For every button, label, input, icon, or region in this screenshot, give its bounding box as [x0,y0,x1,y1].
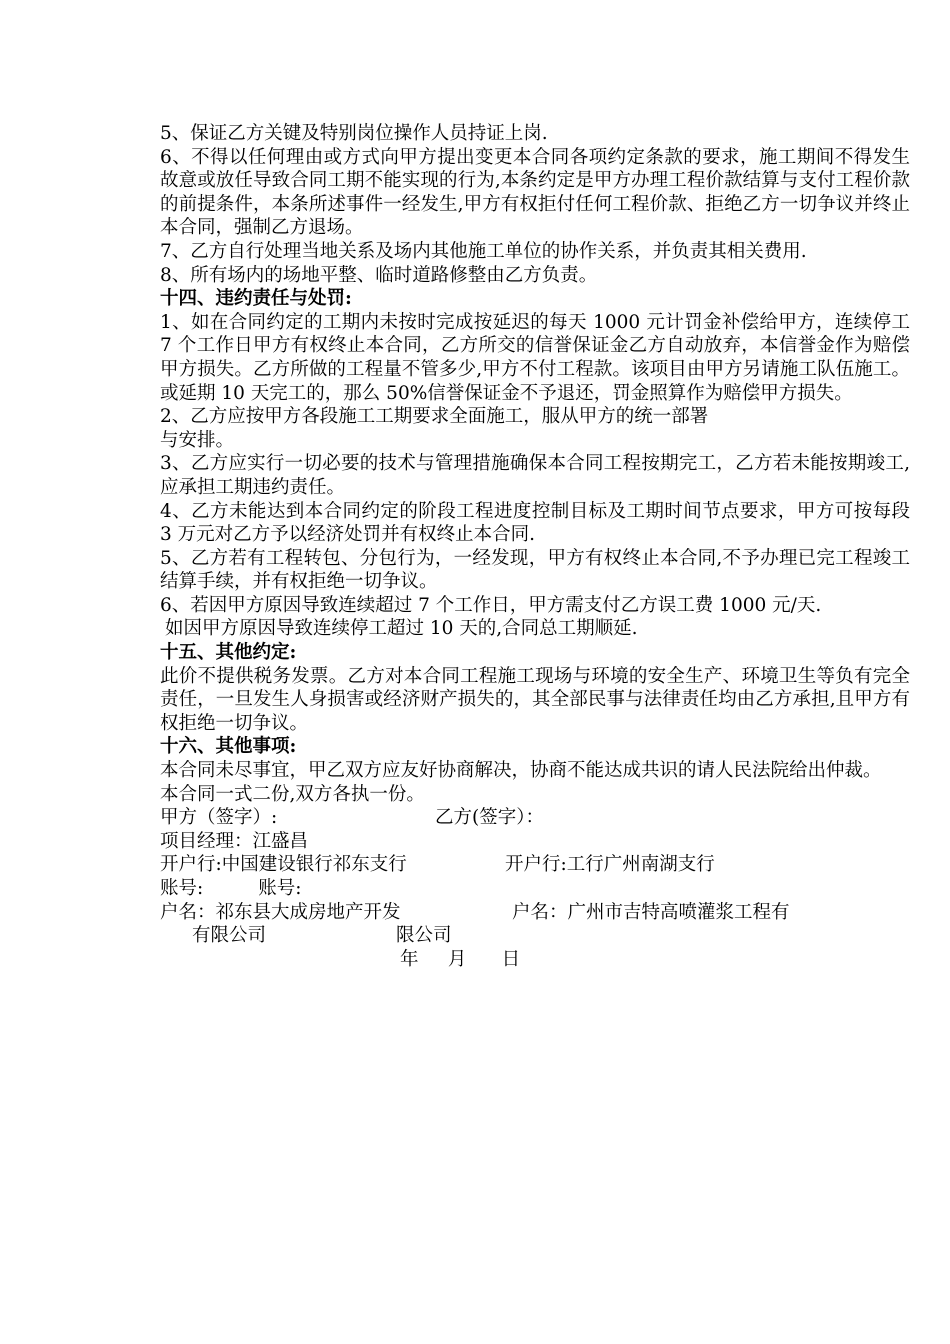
party-a-bank: 开户行:中国建设银行祁东支行 [160,854,407,876]
party-b-account-name-cont: 限公司 [396,925,452,947]
clause-14-1: 1、如在合同约定的工期内未按时完成按延迟的每天 1000 元计罚金补偿给甲方，连续停工 7 个工作日甲方有权终止本合同，乙方所交的信誉保证金乙方自动放弃，本信誉金作为赔偿甲方损失。乙方所做的工程量不管多少,甲方不付工程款。该项目由甲方另请施工队伍施工。或延期 10 天完工的，那么 50%信誉保证金不予退还，罚金照算作为赔偿甲方损失。 [160,311,910,404]
clause-13-8: 8、所有场内的场地平整、临时道路修整由乙方负责。 [160,264,598,286]
clause-13-7: 7、乙方自行处理当地关系及场内其他施工单位的协作关系，并负责其相关费用. [160,240,807,262]
party-a-signature-label: 甲方（签字）: [160,807,278,829]
clause-14-5: 5、乙方若有工程转包、分包行为，一经发现，甲方有权终止本合同,不予办理已完工程竣工结算手续，并有权拒绝一切争议。 [160,547,910,593]
clause-14-6-extension: 如因甲方原因导致连续停工超过 10 天的,合同总工期顺延. [165,618,638,640]
party-a-account-name: 户名：祁东县大成房地产开发 [160,901,401,923]
contract-page [160,122,910,971]
copies-statement: 本合同一式二份,双方各执一份。 [160,783,425,805]
clause-14-3: 3、乙方应实行一切必要的技术与管理措施确保本合同工程按期完工，乙方若未能按期竣工,应承担工期违约责任。 [160,453,910,498]
account-row [160,877,910,901]
party-b-account-name: 户名：广州市吉特高喷灌浆工程有 [512,901,790,923]
bank-row [160,853,910,877]
date-line: 年 月 日 [400,948,521,970]
account-name-row-2 [160,924,910,948]
clause-13-6: 6、不得以任何理由或方式向甲方提出变更本合同各项约定条款的要求，施工期间不得发生故意或放任导致合同工期不能实现的行为,本条约定是甲方办理工程价款结算与支付工程价款的前提条件，本条所述事件一经发生,甲方有权拒付任何工程价款、拒绝乙方一切争议并终止本合同，强制乙方退场。 [160,146,910,239]
clause-14-2: 2、乙方应按甲方各段施工工期要求全面施工，服从甲方的统一部署 [160,406,709,428]
party-b-signature-label: 乙方(签字）： [435,807,544,829]
account-name-row [160,901,910,925]
clause-15-body: 此价不提供税务发票。乙方对本合同工程施工现场与环境的安全生产、环境卫生等负有完全责任，一旦发生人身损害或经济财产损失的，其全部民事与法律责任均由乙方承担,且甲方有权拒绝一切争议。 [160,665,910,734]
party-a-account-name-cont: 有限公司 [192,925,267,947]
clause-14-4: 4、乙方未能达到本合同约定的阶段工程进度控制目标及工期时间节点要求，甲方可按每段 3 万元对乙方予以经济处罚并有权终止本合同. [160,500,910,546]
section-15-heading: 十五、其他约定: [160,642,297,664]
clause-14-2-cont: 与安排。 [160,429,235,451]
section-16-heading: 十六、其他事项: [160,736,297,758]
project-manager: 项目经理：江盛昌 [160,830,309,852]
party-b-bank: 开户行:工行广州南湖支行 [505,854,715,876]
clause-13-5: 5、保证乙方关键及特别岗位操作人员持证上岗. [160,123,548,144]
party-b-account: 账号: [258,878,302,899]
project-manager-row [160,830,910,854]
clause-16-body: 本合同未尽事宜，甲乙双方应友好协商解决，协商不能达成共识的请人民法院给出仲裁。 [160,760,882,782]
clause-14-6: 6、若因甲方原因导致连续超过 7 个工作日，甲方需支付乙方误工费 1000 元/天. [160,594,822,616]
section-14-heading: 十四、违约责任与处罚: [160,288,352,310]
signature-row [160,806,910,830]
party-a-account: 账号: [160,878,204,899]
